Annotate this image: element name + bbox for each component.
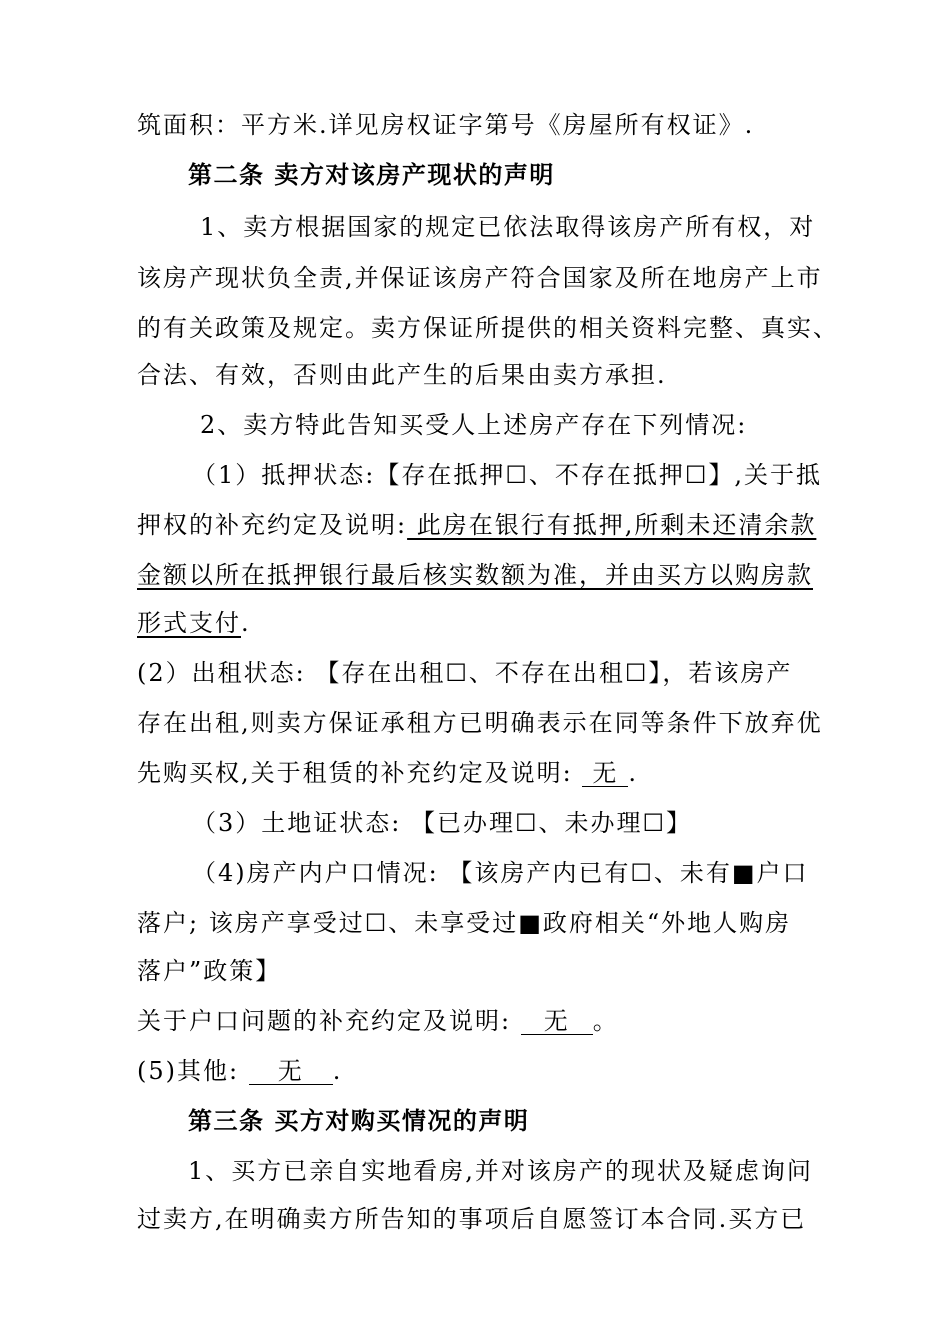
section-heading-article-2: 第二条 卖方对该房产现状的声明 — [188, 160, 555, 189]
text-line: 2、卖方特此告知买受人上述房产存在下列情况: — [200, 411, 748, 439]
text-line: 该房产现状负全责,并保证该房产符合国家及所在地房产上市 — [137, 264, 823, 292]
text-line: 过卖方,在明确卖方所告知的事项后自愿签订本合同.买方已 — [137, 1205, 807, 1233]
other-label: (5)其他: — [137, 1057, 240, 1085]
text-line-lease — [137, 756, 638, 790]
text-line-mortgage-note — [137, 508, 816, 542]
text-line-other — [137, 1054, 342, 1088]
text-line-lease: (2）出租状态: 【存在出租☐、不存在出租☐】，若该房产 — [137, 659, 793, 687]
lease-note-value: 无 — [582, 760, 628, 787]
punctuation: 。 — [592, 1007, 619, 1035]
lease-note-label: 先购买权,关于租赁的补充约定及说明: — [137, 759, 573, 787]
text-line: 的有关政策及规定。卖方保证所提供的相关资料完整、真实、 — [137, 314, 839, 342]
household-note-label: 关于户口问题的补充约定及说明: — [137, 1007, 512, 1035]
text-line-mortgage-note — [137, 606, 251, 640]
punctuation: . — [332, 1057, 343, 1085]
mortgage-note-text: 金额以所在抵押银行最后核实数额为准，并由买方以购房款 — [137, 561, 813, 589]
household-note-value: 无 — [521, 1008, 593, 1035]
text-line: 合法、有效，否则由此产生的后果由卖方承担. — [137, 361, 667, 389]
text-line-mortgage-note — [137, 558, 813, 592]
text-line-household: （4)房产内户口情况: 【该房产内已有☐、未有■户口 — [192, 859, 809, 887]
text-line-household: 落户; 该房产享受过☐、未享受过■政府相关“外地人购房 — [137, 909, 792, 937]
text-line-lease: 存在出租,则卖方保证承租方已明确表示在同等条件下放弃优 — [137, 709, 823, 737]
mortgage-note-label: 押权的补充约定及说明: — [137, 511, 408, 539]
text-line: 1、卖方根据国家的规定已依法取得该房产所有权，对 — [200, 213, 816, 241]
mortgage-note-text: 形式支付 — [137, 609, 241, 637]
punctuation: . — [628, 759, 638, 787]
text-line-area: 筑面积：平方米.详见房权证字第号《房屋所有权证》. — [137, 111, 755, 139]
mortgage-note-text: 此房在银行有抵押,所剩未还清余款 — [407, 511, 817, 539]
other-value: 无 — [249, 1058, 333, 1085]
punctuation: . — [241, 609, 251, 637]
text-line-household-note — [137, 1004, 619, 1038]
text-line: 1、买方已亲自实地看房,并对该房产的现状及疑虑询问 — [188, 1157, 813, 1185]
section-heading-article-3: 第三条 买方对购买情况的声明 — [188, 1106, 530, 1135]
text-line-household: 落户”政策】 — [137, 957, 282, 985]
text-line-land-cert: （3）土地证状态: 【已办理☐、未办理☐】 — [192, 809, 693, 837]
text-line-mortgage: （1）抵押状态:【存在抵押☐、不存在抵押☐】,关于抵 — [192, 461, 823, 489]
